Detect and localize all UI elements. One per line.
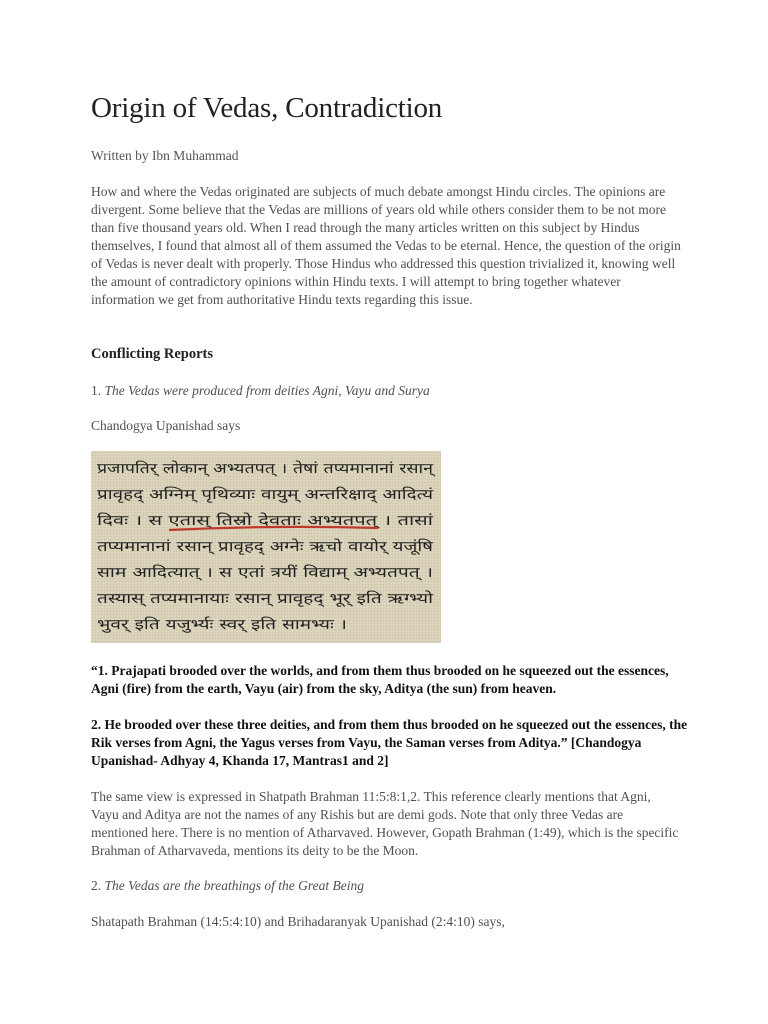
quote-2: 2. He brooded over these three deities, and from them thus brooded on he squeezed out the essences, the Rik verses from Agni, the Yagus verses from Vayu, the Saman verses from Aditya.” [Chandogya Upanishad- Adhyay 4, Khanda 17, Mantras1 and 2] xyxy=(91,717,688,768)
point-1-number: 1. xyxy=(91,383,102,398)
point-1-text: The Vedas were produced from deities Agni, Vayu and Surya xyxy=(104,383,430,398)
point-1 xyxy=(91,383,430,399)
point-2-text: The Vedas are the breathings of the Great Being xyxy=(104,878,364,893)
intro-paragraph: How and where the Vedas originated are subjects of much debate amongst Hindu circles. The opinions are divergent. Some believe that the Vedas are millions of years old while others consider them to be not more than five thousand years old. When I read through the many articles written on this subject by Hindus themselves, I found that almost all of them assumed the Vedas to be eternal. Hence, the question of the origin of Vedas is never dealt with properly. Those Hindus who addressed this question trivialized it, knowing well the amount of contradictory opinions within Hindu texts. I will attempt to bring together whatever information we get from authoritative Hindu texts regarding this issue. xyxy=(91,184,681,307)
source-2: Shatapath Brahman (14:5:4:10) and Brihadaranyak Upanishad (2:4:10) says, xyxy=(91,914,505,929)
sanskrit-scan-text xyxy=(91,451,441,643)
scan-line-3: दिवः । स एतास् तिस्रो देवताः अभ्यतपत् । तासां xyxy=(97,513,331,529)
source-1: Chandogya Upanishad says xyxy=(91,418,241,433)
sanskrit-scan-image xyxy=(91,451,441,643)
point-2 xyxy=(91,878,364,894)
scan-line-7: भुवर् इति यजुर्भ्यः स्वर् इति सामभ्यः । xyxy=(97,617,282,633)
scan-line-4: तप्यमानानां रसान् प्रावृहद् अग्नेः ऋचो वायोर् यजूंषि xyxy=(97,539,349,555)
article-title: Origin of Vedas, Contradiction xyxy=(91,92,443,124)
byline: Written by Ibn Muhammad xyxy=(91,148,239,163)
scan-line-1: प्रजापतिर् लोकान् अभ्यतपत् । तेषां तप्यमानानां रसान् xyxy=(97,461,362,477)
scan-line-6: तस्यास् तप्यमानायाः रसान् प्रावृहद् भूर् इति ऋग्भ्यो xyxy=(97,591,345,607)
point-2-number: 2. xyxy=(91,878,102,893)
paragraph-2: The same view is expressed in Shatpath Brahman 11:5:8:1,2. This reference clearly mentions that Agni, Vayu and Aditya are not the names of any Rishis but are demi gods. Note that only three Vedas are mentioned here. There is no mention of Atharvaved. However, Gopath Brahman (1:49), which is the specific Brahman of Atharvaveda, mentions its deity to be the Moon. xyxy=(91,789,679,858)
section-heading: Conflicting Reports xyxy=(91,346,214,362)
scan-line-2: प्रावृहद् अग्निम् पृथिव्याः वायुम् अन्तरिक्षाद् आदित्यं xyxy=(97,487,347,503)
scan-line-5: साम आदित्यात् । स एतां त्रयीं विद्याम् अभ्यतपत् । xyxy=(97,565,343,581)
quote-1: “1. Prajapati brooded over the worlds, and from them thus brooded on he squeezed out the essences, Agni (fire) from the earth, Vayu (air) from the sky, Aditya (the sun) from heaven. xyxy=(91,663,669,696)
